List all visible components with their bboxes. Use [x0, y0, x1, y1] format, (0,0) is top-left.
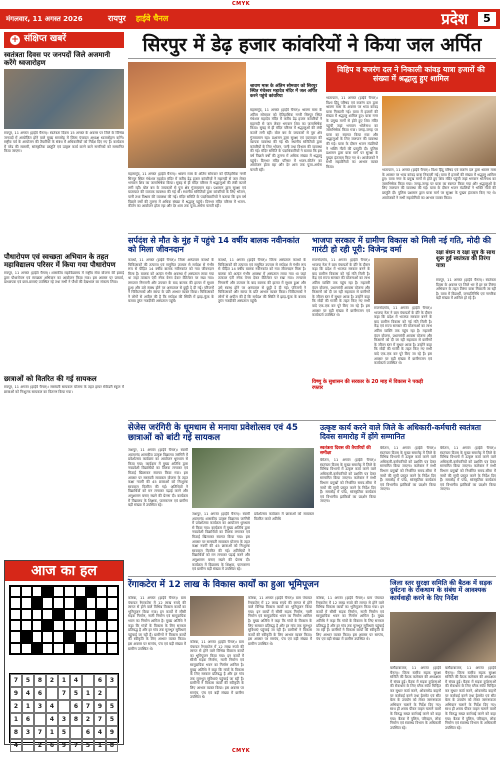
crossword-cell [75, 643, 86, 654]
officers-body-a: बेमेतरा, 11 अगस्त (हाईवे चैनल)। स्वतंत्रता दिवस के मुख्य समारोह में जिले के विभिन्न विभागों में उत्कृष्ट कार्य करने वाले अधिकारी-कर्मचारियों को प्रशस्ति पत्र देकर सम्मानित किया जाएगा। कलेक्टर ने सभी विभाग प्रमुखों को निर्धारित समय-सीमा में नामों की सूची प्रस्तुत करने के निर्देश दिए हैं। समारोह में परेड, सांस्कृतिक कार्यक्रम एवं विभागीय झांकियों का प्रदर्शन किया जाएगा। [320, 458, 376, 504]
crossword-cell [21, 620, 32, 631]
reng-body-d: कोरबा, 11 अगस्त (हाईवे चैनल)। ग्राम पंचायत रेंगाकटेरा में 12 लाख रुपये की लागत से होने वाले विभिन्न विकास कार्यों का भूमिपूजन किया गया। इन कार्यों में सीसी सड़क निर्माण, नाली निर्माण एवं सामुदायिक भवन का निर्माण शामिल है। मुख्य अतिथि ने कहा कि गांवों के विकास के लिए सरकार प्रतिबद्ध है और हर गांव तक मूलभूत सुविधाएं पहुंचाई जा रही हैं। ग्रामीणों ने विकास कार्यों की स्वीकृति के लिए आभार व्यक्त किया। इस अवसर पर सरपंच, पंच एवं बड़ी संख्या में ग्रामीण उपस्थित थे। [316, 596, 384, 642]
crossword-cell [10, 643, 21, 654]
cmyk-mark: CMYK [232, 1, 251, 7]
sudoku-cell: 4 [10, 739, 22, 752]
crossword-cell [42, 586, 53, 597]
crossword-cell [96, 586, 107, 597]
sudoku-cell: 2 [46, 674, 58, 687]
sudoku-cell: 4 [70, 674, 82, 687]
sudoku-cell: 1 [94, 739, 106, 752]
sudoku-cell [70, 726, 82, 739]
crossword-cell [86, 631, 97, 642]
sudoku-cell: 2 [94, 687, 106, 700]
crossword-cell [107, 586, 118, 597]
cycle-body-c: प्रवेशोत्सव कार्यक्रम में छात्राओं को सायकल वितरित करते अतिथि [254, 512, 314, 521]
page-number: 5 [478, 12, 496, 26]
crossword-cell [64, 620, 75, 631]
briefs-label: + संक्षिप्त खबरें [4, 32, 124, 48]
snake-body-a: कवर्धा, 11 अगस्त (हाईवे चैनल)। जिला अस्पताल कवर्धा के चिकित्सकों की तत्परता एवं समुचित उपचार से सर्पदंश से गंभीर रूप से पीड़ित 14 वर्षीय बालक नवीनकांत को नया जीवनदान मिला है। बालक को अत्यंत गंभीर अवस्था में अस्पताल लाया गया था जहां तत्काल एंटी स्नेक वेनम देकर वेंटिलेटर पर रखा गया। लगातार निगरानी और उपचार के बाद बालक की हालत में सुधार हुआ और उसे स्वस्थ होने पर अस्पताल से छुट्टी दे दी गई। परिजनों ने चिकित्सकों और स्टाफ के प्रति आभार व्यक्त किया। चिकित्सकों ने लोगों से अपील की है कि सर्पदंश की स्थिति में झाड़-फूंक के बजाय तुरंत नजदीकी अस्पताल पहुंचें। [128, 258, 214, 304]
crossword-cell [86, 597, 97, 608]
sudoku-cell: 1 [82, 687, 94, 700]
sudoku-cell: 5 [70, 687, 82, 700]
sudoku-cell: 5 [82, 739, 94, 752]
officers-body-b: बेमेतरा, 11 अगस्त (हाईवे चैनल)। स्वतंत्रता दिवस के मुख्य समारोह में जिले के विभिन्न विभागों में उत्कृष्ट कार्य करने वाले अधिकारी-कर्मचारियों को प्रशस्ति पत्र देकर सम्मानित किया जाएगा। कलेक्टर ने सभी विभाग प्रमुखों को निर्धारित समय-सीमा में नामों की सूची प्रस्तुत करने के निर्देश दिए हैं। समारोह में परेड, सांस्कृतिक कार्यक्रम एवं विभागीय झांकियों का प्रदर्शन किया जाएगा। [380, 446, 436, 492]
brief-1-photo [4, 69, 124, 129]
sudoku-cell: 6 [82, 726, 94, 739]
crossword-cell [21, 597, 32, 608]
snake-body-b: कवर्धा, 11 अगस्त (हाईवे चैनल)। जिला अस्पताल कवर्धा के चिकित्सकों की तत्परता एवं समुचित उपचार से सर्पदंश से गंभीर रूप से पीड़ित 14 वर्षीय बालक नवीनकांत को नया जीवनदान मिला है। बालक को अत्यंत गंभीर अवस्था में अस्पताल लाया गया था जहां तत्काल एंटी स्नेक वेनम देकर वेंटिलेटर पर रखा गया। लगातार निगरानी और उपचार के बाद बालक की हालत में सुधार हुआ और उसे स्वस्थ होने पर अस्पताल से छुट्टी दे दी गई। परिजनों ने चिकित्सकों और स्टाफ के प्रति आभार व्यक्त किया। चिकित्सकों ने लोगों से अपील की है कि सर्पदंश की स्थिति में झाड़-फूंक के बजाय तुरंत नजदीकी अस्पताल पहुंचें। [218, 258, 306, 304]
puzzle-box [4, 560, 124, 749]
crossword-cell [53, 620, 64, 631]
crossword-cell [21, 643, 32, 654]
crossword-cell [53, 597, 64, 608]
sudoku-cell: 8 [10, 726, 22, 739]
lead-body-b: महासमुंद, 11 अगस्त (हाईवे चैनल)। श्रावण मास के अंतिम सोमवार को ऐतिहासिक नगरी सिरपुर स्थित गंधेश्वर महादेव मंदिर में करीब डेढ़ हजार कांवरियों ने महानदी से जल लेकर भगवान शिव का जलाभिषेक किया। सुबह से ही मंदिर परिसर में श्रद्धालुओं की लंबी कतारें लगी रहीं। बोल बम के जयकारों से पूरा क्षेत्र गुंजायमान रहा। प्रशासन द्वारा सुरक्षा एवं यातायात की व्यापक व्यवस्था की गई थी। स्थानीय समितियों द्वारा कांवरियों के लिए भोजन, पानी तथा विश्राम की व्यवस्था की गई। मंदिर समिति के पदाधिकारियों ने बताया कि इस वर्ष पिछले वर्षों की तुलना में अधिक संख्या में श्रद्धालु पहुंचे। दिनभर मंदिर परिसर में भजन-कीर्तन का आयोजन होता रहा और देर शाम तक पूजा-अर्चना चलती रही। [250, 108, 322, 172]
sudoku-cell: 8 [34, 674, 46, 687]
divider [128, 576, 496, 577]
crossword-cell [53, 586, 64, 597]
snake-headline: सर्पदंश से मौत के मुंह में पहुंचे 14 वर्षीय बालक नवीनकांत को मिला जीवनदान [128, 236, 300, 255]
sudoku-cell [22, 739, 34, 752]
crossword-cell [75, 597, 86, 608]
brief-1-headline: स्वतंत्रता दिवस पर जनपदों जिले अजमानी करेंगे ध्वजारोहण [4, 51, 111, 68]
crossword-cell [64, 609, 75, 620]
crossword-grid [9, 585, 119, 655]
bjp-headline: भाजपा सरकार में ग्रामीण विकास को मिली नई गति, मोदी की गारंटी हो रही पूरी: विजेन्द्र वर्मा [312, 236, 491, 255]
sudoku-cell: 1 [58, 674, 70, 687]
divider [128, 420, 496, 421]
crossword-cell [86, 620, 97, 631]
crossword-cell [86, 643, 97, 654]
puzzle-title: आज का हल [5, 561, 123, 581]
crossword-cell [96, 643, 107, 654]
officers-headline: उत्कृष्ट कार्य करने वाले जिले के अधिकारी-कर्मचारी स्वतंत्रता दिवस समारोह में होंगे सम्मानित [320, 423, 481, 441]
divider [128, 58, 496, 59]
sudoku-cell: 7 [34, 726, 46, 739]
crossword-cell [21, 631, 32, 642]
crossword-cell [42, 643, 53, 654]
crossword-cell [96, 597, 107, 608]
crossword-cell [10, 631, 21, 642]
header-date: मंगलवार, 11 अगस्त 2026 [6, 14, 83, 23]
crossword-cell [32, 609, 43, 620]
reng-body-a: कोरबा, 11 अगस्त (हाईवे चैनल)। ग्राम पंचायत रेंगाकटेरा में 12 लाख रुपये की लागत से होने वाले विभिन्न विकास कार्यों का भूमिपूजन किया गया। इन कार्यों में सीसी सड़क निर्माण, नाली निर्माण एवं सामुदायिक भवन का निर्माण शामिल है। मुख्य अतिथि ने कहा कि गांवों के विकास के लिए सरकार प्रतिबद्ध है और हर गांव तक मूलभूत सुविधाएं पहुंचाई जा रही हैं। ग्रामीणों ने विकास कार्यों की स्वीकृति के लिए आभार व्यक्त किया। इस अवसर पर सरपंच, पंच एवं बड़ी संख्या में ग्रामीण उपस्थित थे। [128, 596, 186, 651]
sudoku-cell: 4 [22, 687, 34, 700]
page-header [0, 9, 500, 29]
reng-body-b: कोरबा, 11 अगस्त (हाईवे चैनल)। ग्राम पंचायत रेंगाकटेरा में 12 लाख रुपये की लागत से होने वाले विभिन्न विकास कार्यों का भूमिपूजन किया गया। इन कार्यों में सीसी सड़क निर्माण, नाली निर्माण एवं सामुदायिक भवन का निर्माण शामिल है। मुख्य अतिथि ने कहा कि गांवों के विकास के लिए सरकार प्रतिबद्ध है और हर गांव तक मूलभूत सुविधाएं पहुंचाई जा रही हैं। ग्रामीणों ने विकास कार्यों की स्वीकृति के लिए आभार व्यक्त किया। इस अवसर पर सरपंच, पंच एवं बड़ी संख्या में ग्रामीण उपस्थित थे। [190, 640, 244, 700]
crossword-cell [86, 609, 97, 620]
sudoku-cell: 3 [58, 713, 70, 726]
reng-photo [190, 596, 244, 636]
briefs-column [4, 32, 124, 475]
meeting-photo [390, 612, 496, 662]
crossword-cell [42, 631, 53, 642]
officers-body-c: बेमेतरा, 11 अगस्त (हाईवे चैनल)। स्वतंत्रता दिवस के मुख्य समारोह में जिले के विभिन्न विभागों में उत्कृष्ट कार्य करने वाले अधिकारी-कर्मचारियों को प्रशस्ति पत्र देकर सम्मानित किया जाएगा। कलेक्टर ने सभी विभाग प्रमुखों को निर्धारित समय-सीमा में नामों की सूची प्रस्तुत करने के निर्देश दिए हैं। समारोह में परेड, सांस्कृतिक कार्यक्रम एवं विभागीय झांकियों का प्रदर्शन किया जाएगा। [440, 446, 496, 492]
sudoku-cell: 3 [106, 674, 118, 687]
tiranga-body: रायपुर, 11 अगस्त (हाईवे चैनल)। स्वतंत्रता दिवस के अवसर पर जिले भर में हर घर तिरंगा अभियान के तहत तिरंगा यात्रा निकाली जा रही है। यात्रा में विद्यार्थी, जनप्रतिनिधि एवं नागरिक बड़ी संख्या में शामिल हो रहे हैं। [436, 278, 496, 301]
sudoku-cell: 1 [46, 726, 58, 739]
sudoku-cell: 6 [46, 739, 58, 752]
crossword-cell [64, 643, 75, 654]
sudoku-cell: 6 [22, 713, 34, 726]
crossword-cell [64, 586, 75, 597]
reng-headline: रेंगाकटेरा में 12 लाख के विकास कार्यों का हुआ भूमिपूजन [128, 580, 319, 590]
crossword-cell [32, 586, 43, 597]
crossword-cell [75, 586, 86, 597]
sudoku-cell: 3 [34, 700, 46, 713]
crossword-cell [96, 609, 107, 620]
cmyk-mark-bottom: CMYK [232, 748, 251, 754]
sudoku-cell: 7 [94, 713, 106, 726]
crossword-cell [107, 631, 118, 642]
crossword-cell [64, 597, 75, 608]
crossword-cell [86, 586, 97, 597]
crossword-cell [53, 631, 64, 642]
sudoku-cell: 4 [94, 726, 106, 739]
cycle-body-a: जशपुर, 11 अगस्त (हाईवे चैनल)। स्वामी आत्मानंद शासकीय उत्कृष्ट विद्यालय जरंगिरी में प्रवेशोत्सव कार्यक्रम का आयोजन धूमधाम से किया गया। कार्यक्रम में मुख्य अतिथि द्वारा नवप्रवेशी विद्यार्थियों का तिलक लगाकर एवं मिठाई खिलाकर स्वागत किया गया। इस अवसर पर सरस्वती सायकल योजना के तहत कक्षा नवमीं की 45 छात्राओं को निःशुल्क सायकल वितरित की गई। अतिथियों ने विद्यार्थियों को मन लगाकर पढ़ाई करने और अनुशासन बनाए रखने की प्रेरणा दी। कार्यक्रम में विद्यालय के शिक्षक, पालकगण एवं ग्रामीण बड़ी संख्या में उपस्थित रहे। [128, 448, 188, 508]
sudoku-grid [9, 673, 119, 749]
crossword-cell [64, 631, 75, 642]
brief-3-body: रायपुर, 11 अगस्त (हाईवे चैनल)। सरस्वती सायकल योजना के तहत हायर सेकेंडरी स्कूल में छात्राओं को निःशुल्क सायकल का वितरण किया गया। [4, 385, 124, 394]
crossword-cell [53, 643, 64, 654]
sudoku-cell: 5 [106, 713, 118, 726]
sudoku-cell: 4 [46, 700, 58, 713]
crossword-cell [96, 631, 107, 642]
brief-2-headline: पौधारोपण एवं स्वच्छता अभियान के तहत महाविद्यालय परिसर में किया गया पौधारोपण [4, 253, 116, 270]
sudoku-cell: 2 [34, 739, 46, 752]
sudoku-cell: 9 [10, 687, 22, 700]
sudoku-cell: 3 [22, 726, 34, 739]
vhp-photo [382, 96, 496, 166]
crossword-cell [107, 609, 118, 620]
crossword-cell [10, 620, 21, 631]
cycle-headline: सेजेस जरंगिरी के धूमधाम से मनाया प्रवेशोत्सव एवं 45 छात्राओं को बांटी गई सायकल [128, 423, 298, 443]
sudoku-cell: 9 [58, 739, 70, 752]
crossword-cell [42, 620, 53, 631]
brief-2-body: रायपुर, 11 अगस्त (हाईवे चैनल)। शासकीय महाविद्यालय में राष्ट्रीय सेवा योजना की इकाई द्वारा पौधारोपण एवं स्वच्छता अभियान का आयोजन किया गया। इस अवसर पर प्राचार्य, प्राध्यापक एवं छात्र-छात्राएं उपस्थित रहे तथा सभी ने पौधों की देखभाल का संकल्प लिया। [4, 271, 124, 285]
vhp-body-b: भाटापारा, 11 अगस्त (हाईवे चैनल)। विश्व हिंदू परिषद एवं बजरंग दल द्वारा श्रावण मास के अवसर पर भव्य कांवड़ यात्रा निकाली गई। यात्रा में हजारों की संख्या में श्रद्धालु शामिल हुए। यात्रा नगर के प्रमुख मार्गों से होते हुए शिव मंदिर पहुंची जहां भगवान भोलेनाथ का जलाभिषेक किया गया। जगह-जगह पर यात्रा का स्वागत किया गया और श्रद्धालुओं के लिए जलपान की व्यवस्था की गई। यात्रा के दौरान भजन मंडलियों ने भक्ति गीतों की प्रस्तुति दी। पुलिस प्रशासन द्वारा यात्रा मार्ग पर सुरक्षा के पुख्ता इंतजाम किए गए थे। आयोजकों ने सभी सहयोगियों का आभार व्यक्त किया। [382, 168, 496, 200]
meeting-headline: जिला स्तर सुरक्षा समिति की बैठक में सड़क दुर्घटना के रोकथाम के संबंध में आवश्यक कार्यवाही करने के दिए निर्देश [390, 579, 492, 602]
header-city: रायपुर [108, 14, 126, 23]
crossword-cell [107, 620, 118, 631]
crossword-cell [10, 609, 21, 620]
sudoku-cell: 7 [58, 687, 70, 700]
sudoku-cell [106, 687, 118, 700]
sudoku-cell [46, 687, 58, 700]
crossword-cell [32, 631, 43, 642]
brief-1-body: रायपुर, 11 अगस्त (हाईवे चैनल)। स्वतंत्रता दिवस 15 अगस्त के अवसर पर जिले के विभिन्न जनपदों में आयोजित होने वाले मुख्य समारोह में जिला पंचायत अध्यक्ष ध्वजारोहण करेंगे। राष्ट्रीय पर्व के आयोजन की तैयारियों के संबंध में अधिकारियों को निर्देश दिए गए हैं। कार्यक्रम में परेड की सलामी, सांस्कृतिक प्रस्तुति एवं उत्कृष्ट कार्य करने वाले नागरिकों को सम्मानित किया जाएगा। [4, 131, 124, 154]
sudoku-cell: 7 [10, 674, 22, 687]
crossword-cell [107, 597, 118, 608]
plus-icon: + [11, 35, 19, 45]
crossword-cell [53, 609, 64, 620]
lead-photo [128, 62, 246, 168]
crossword-cell [42, 597, 53, 608]
sudoku-cell [58, 700, 70, 713]
sudoku-cell [34, 713, 46, 726]
header-edition: हाईवे चैनल [135, 14, 169, 23]
crossword-cell [32, 643, 43, 654]
bjp-subhead: विष्णु के सुशासन की सरकार के 20 माह में विकास ने पकड़ी रफ्तार [312, 379, 424, 391]
bjp-body-b: राजनांदगांव, 11 अगस्त (हाईवे चैनल)। भाजपा नेता ने ग्राम पंचायतों के दौरे के दौरान कहा कि प्रदेश में भाजपा सरकार बनने के बाद ग्रामीण विकास को नई गति मिली है। केंद्र एवं राज्य सरकार की योजनाओं का लाभ अंतिम व्यक्ति तक पहुंच रहा है। महतारी वंदन योजना, प्रधानमंत्री आवास योजना और किसानों को दी जा रही सहायता से ग्रामीणों के जीवन स्तर में सुधार आया है। उन्होंने कहा कि मोदी की गारंटी के तहत किए गए सभी वादे एक-एक कर पूरे किए जा रहे हैं। इस अवसर पर बड़ी संख्या में ग्रामीणजन एवं कार्यकर्ता उपस्थित थे। [374, 306, 432, 366]
crossword-cell [32, 620, 43, 631]
sudoku-cell: 1 [22, 700, 34, 713]
sudoku-cell: 8 [70, 713, 82, 726]
meeting-body-b: बलौदाबाजार, 11 अगस्त (हाईवे चैनल)। जिला स्तरीय सड़क सुरक्षा समिति की बैठक कलेक्टर की अध्यक्षता में संपन्न हुई। बैठक में सड़क दुर्घटनाओं की रोकथाम के लिए ब्लैक स्पॉट चिन्हित कर सुधार कार्य करने, ओवरलोड वाहनों पर कार्रवाई करने तथा हेलमेट एवं सीट बेल्ट के उपयोग को लेकर जागरूकता अभियान चलाने के निर्देश दिए गए। साथ ही शराब पीकर वाहन चलाने वालों के विरुद्ध सख्त कार्रवाई करने को कहा गया। बैठक में पुलिस, परिवहन, लोक निर्माण एवं स्वास्थ्य विभाग के अधिकारी उपस्थित रहे। [445, 666, 496, 730]
crossword-cell [75, 620, 86, 631]
crossword-cell [21, 609, 32, 620]
lead-headline: सिरपुर में डेढ़ हजार कांवरियों ने किया जल अर्पित [142, 34, 482, 56]
vhp-body-a: भाटापारा, 11 अगस्त (हाईवे चैनल)। विश्व हिंदू परिषद एवं बजरंग दल द्वारा श्रावण मास के अवसर पर भव्य कांवड़ यात्रा निकाली गई। यात्रा में हजारों की संख्या में श्रद्धालु शामिल हुए। यात्रा नगर के प्रमुख मार्गों से होते हुए शिव मंदिर पहुंची जहां भगवान भोलेनाथ का जलाभिषेक किया गया। जगह-जगह पर यात्रा का स्वागत किया गया और श्रद्धालुओं के लिए जलपान की व्यवस्था की गई। यात्रा के दौरान भजन मंडलियों ने भक्ति गीतों की प्रस्तुति दी। पुलिस प्रशासन द्वारा यात्रा मार्ग पर सुरक्षा के पुख्ता इंतजाम किए गए थे। आयोजकों ने सभी सहयोगियों का आभार व्यक्त किया। [326, 96, 378, 169]
sudoku-cell: 5 [106, 700, 118, 713]
sudoku-cell: 7 [82, 700, 94, 713]
sudoku-cell: 1 [10, 713, 22, 726]
sudoku-cell [82, 674, 94, 687]
sudoku-cell: 2 [10, 700, 22, 713]
crossword-cell [10, 597, 21, 608]
sudoku-cell: 2 [82, 713, 94, 726]
cycle-body-b: जशपुर, 11 अगस्त (हाईवे चैनल)। स्वामी आत्मानंद शासकीय उत्कृष्ट विद्यालय जरंगिरी में प्रवेशोत्सव कार्यक्रम का आयोजन धूमधाम से किया गया। कार्यक्रम में मुख्य अतिथि द्वारा नवप्रवेशी विद्यार्थियों का तिलक लगाकर एवं मिठाई खिलाकर स्वागत किया गया। इस अवसर पर सरस्वती सायकल योजना के तहत कक्षा नवमीं की 45 छात्राओं को निःशुल्क सायकल वितरित की गई। अतिथियों ने विद्यार्थियों को मन लगाकर पढ़ाई करने और अनुशासन बनाए रखने की प्रेरणा दी। कार्यक्रम में विद्यालय के शिक्षक, पालकगण एवं ग्रामीण बड़ी संख्या में उपस्थित रहे। [192, 512, 250, 572]
crossword-cell [75, 631, 86, 642]
lead-photo-caption: श्रावण मास के अंतिम सोमवार को सिरपुर स्थित गंधेश्वर महादेव मंदिर में जल अर्पित करने पहुंचे कांवरिया [250, 84, 318, 100]
crossword-cell [42, 609, 53, 620]
crossword-cell [32, 597, 43, 608]
bjp-body-a: राजनांदगांव, 11 अगस्त (हाईवे चैनल)। भाजपा नेता ने ग्राम पंचायतों के दौरे के दौरान कहा कि प्रदेश में भाजपा सरकार बनने के बाद ग्रामीण विकास को नई गति मिली है। केंद्र एवं राज्य सरकार की योजनाओं का लाभ अंतिम व्यक्ति तक पहुंच रहा है। महतारी वंदन योजना, प्रधानमंत्री आवास योजना और किसानों को दी जा रही सहायता से ग्रामीणों के जीवन स्तर में सुधार आया है। उन्होंने कहा कि मोदी की गारंटी के तहत किए गए सभी वादे एक-एक कर पूरे किए जा रहे हैं। इस अवसर पर बड़ी संख्या में ग्रामीणजन एवं कार्यकर्ता उपस्थित थे। [312, 258, 370, 318]
reng-body-c: कोरबा, 11 अगस्त (हाईवे चैनल)। ग्राम पंचायत रेंगाकटेरा में 12 लाख रुपये की लागत से होने वाले विभिन्न विकास कार्यों का भूमिपूजन किया गया। इन कार्यों में सीसी सड़क निर्माण, नाली निर्माण एवं सामुदायिक भवन का निर्माण शामिल है। मुख्य अतिथि ने कहा कि गांवों के विकास के लिए सरकार प्रतिबद्ध है और हर गांव तक मूलभूत सुविधाएं पहुंचाई जा रही हैं। ग्रामीणों ने विकास कार्यों की स्वीकृति के लिए आभार व्यक्त किया। इस अवसर पर सरपंच, पंच एवं बड़ी संख्या में ग्रामीण उपस्थित थे। [248, 596, 312, 646]
crossword-cell [107, 643, 118, 654]
sudoku-cell: 9 [94, 700, 106, 713]
vhp-headline: विहिप व बजरंग दल ने निकाली कांवड़ यात्रा हजारों की संख्या में श्रद्धालु हुए शामिल [326, 62, 496, 92]
sudoku-cell: 4 [46, 713, 58, 726]
crossword-cell [96, 620, 107, 631]
meeting-body-a: बलौदाबाजार, 11 अगस्त (हाईवे चैनल)। जिला स्तरीय सड़क सुरक्षा समिति की बैठक कलेक्टर की अध्यक्षता में संपन्न हुई। बैठक में सड़क दुर्घटनाओं की रोकथाम के लिए ब्लैक स्पॉट चिन्हित कर सुधार कार्य करने, ओवरलोड वाहनों पर कार्रवाई करने तथा हेलमेट एवं सीट बेल्ट के उपयोग को लेकर जागरूकता अभियान चलाने के निर्देश दिए गए। साथ ही शराब पीकर वाहन चलाने वालों के विरुद्ध सख्त कार्रवाई करने को कहा गया। बैठक में पुलिस, परिवहन, लोक निर्माण एवं स्वास्थ्य विभाग के अधिकारी उपस्थित रहे। [390, 666, 441, 730]
sudoku-cell: 5 [22, 674, 34, 687]
bjp-portrait [374, 258, 418, 304]
officers-subhead: स्वतंत्रता दिवस की तैयारियों की समीक्षा [320, 446, 371, 457]
sudoku-cell: 6 [34, 687, 46, 700]
sudoku-cell: 8 [106, 739, 118, 752]
sudoku-cell: 6 [70, 700, 82, 713]
tiranga-headline: रक्षा बंधन व रक्षा सूत्र के साथ शुरू हुई स्वतंत्रता की तिरंगा यात्रा [436, 250, 495, 269]
brief-3-headline: छात्राओं को वितरित की गई सायकल [4, 375, 97, 384]
sudoku-cell: 6 [94, 674, 106, 687]
crossword-cell [10, 586, 21, 597]
crossword-cell [21, 586, 32, 597]
divider [128, 233, 496, 234]
sudoku-cell: 7 [70, 739, 82, 752]
sudoku-cell: 9 [106, 726, 118, 739]
header-section: प्रदेश [441, 9, 468, 28]
crossword-cell [75, 609, 86, 620]
sudoku-cell: 5 [58, 726, 70, 739]
lead-body-a: महासमुंद, 11 अगस्त (हाईवे चैनल)। श्रावण मास के अंतिम सोमवार को ऐतिहासिक नगरी सिरपुर स्थित गंधेश्वर महादेव मंदिर में करीब डेढ़ हजार कांवरियों ने महानदी से जल लेकर भगवान शिव का जलाभिषेक किया। सुबह से ही मंदिर परिसर में श्रद्धालुओं की लंबी कतारें लगी रहीं। बोल बम के जयकारों से पूरा क्षेत्र गुंजायमान रहा। प्रशासन द्वारा सुरक्षा एवं यातायात की व्यापक व्यवस्था की गई थी। स्थानीय समितियों द्वारा कांवरियों के लिए भोजन, पानी तथा विश्राम की व्यवस्था की गई। मंदिर समिति के पदाधिकारियों ने बताया कि इस वर्ष पिछले वर्षों की तुलना में अधिक संख्या में श्रद्धालु पहुंचे। दिनभर मंदिर परिसर में भजन-कीर्तन का आयोजन होता रहा और देर शाम तक पूजा-अर्चना चलती रही। [128, 172, 246, 209]
cycle-photo [192, 448, 314, 508]
